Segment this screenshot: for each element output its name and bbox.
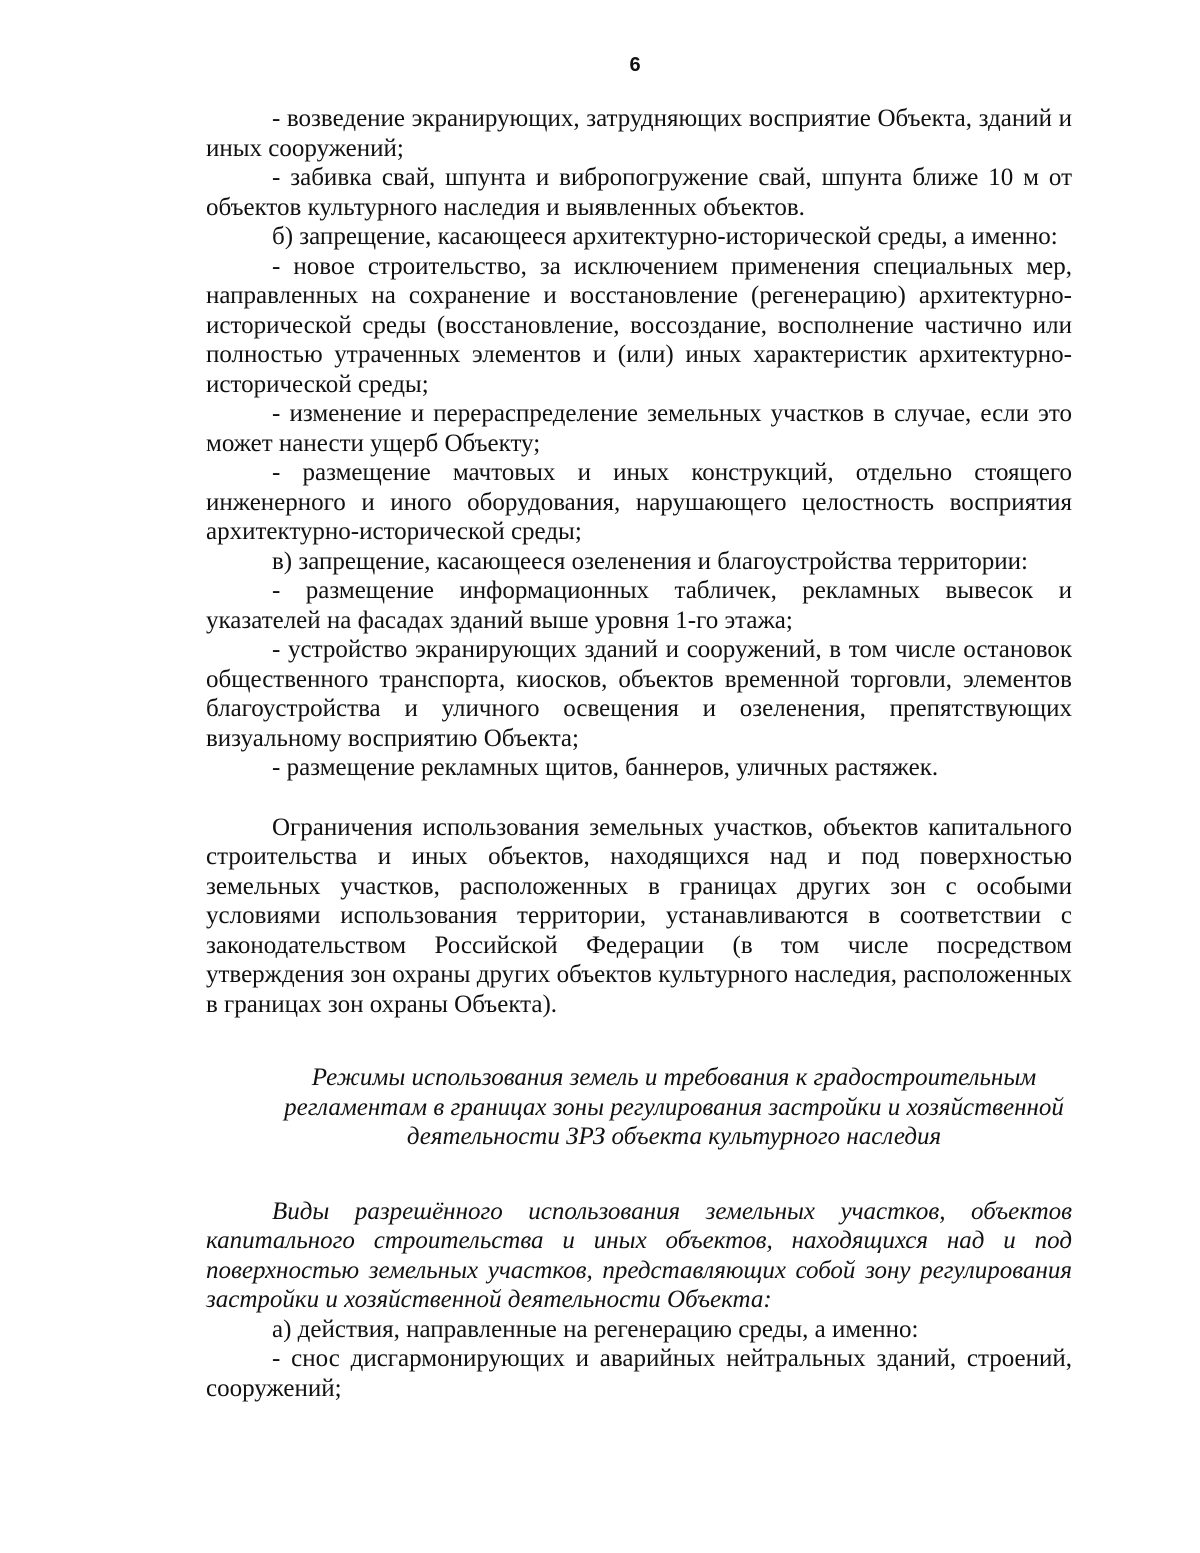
paragraph-permitted-use-types: Виды разрешённого использования земельных участков, объектов капитального строительства и иных объектов, находящихся над и под поверхностью земельных участков, представляющих собой зону регулирования застройки и хозяйственной деятельности Объекта: [206,1197,1072,1313]
paragraph-billboards: - размещение рекламных щитов, баннеров, уличных растяжек. [272,754,939,781]
paragraph-new-construction: - новое строительство, за исключением применения специальных мер, направленных на сохранение и восстановление (регенерацию) архитектурно-исторической среды (восстановление, воссоздание, восполнение частично или полностью утраченных элементов и (или) иных характеристик архитектурно-исторической среды; [206,252,1072,398]
paragraph-land-redistribution: - изменение и перераспределение земельных участков в случае, если это может нанести ущерб Объекту; [206,400,1072,457]
paragraph-screening-buildings: - возведение экранирующих, затрудняющих восприятие Объекта, зданий и иных сооружений; [206,105,1072,162]
paragraph-info-signs: - размещение информационных табличек, рекламных вывесок и указателей на фасадах зданий выше уровня 1-го этажа; [206,577,1072,634]
paragraph-screening-structures: - устройство экранирующих зданий и сооружений, в том числе остановок общественного транспорта, киосков, объектов временной торговли, элементов благоустройства и уличного освещения и озеленения, препятствующих визуальному восприятию Объекта; [206,636,1072,752]
paragraph-mast-structures: - размещение мачтовых и иных конструкций, отдельно стоящего инженерного и иного оборудования, нарушающего целостность восприятия архитектурно-исторической среды; [206,459,1072,545]
paragraph-prohibition-c: в) запрещение, касающееся озеленения и благоустройства территории: [272,547,1028,575]
paragraph-prohibition-b: б) запрещение, касающееся архитектурно-исторической среды, а именно: [272,223,1058,250]
paragraph-restrictions: Ограничения использования земельных участков, объектов капитального строительства и иных объектов, находящихся над и под поверхностью земельных участков, расположенных в границах других зон с особыми условиями использования территории, устанавливаются в соответствии с законодательством Российской Федерации (в том числе посредством утверждения зон охраны других объектов культурного наследия, расположенных в границах зон охраны Объекта). [206,813,1072,1018]
document-body [206,104,1072,1403]
paragraph-demolition: - снос дисгармонирующих и аварийных нейтральных зданий, строений, сооружений; [206,1345,1072,1402]
section-heading: Режимы использования земель и требования к градостроительным регламентам в границах зоны регулирования застройки и хозяйственной деятельности ЗРЗ объекта культурного наследия [284,1064,1064,1150]
paragraph-regeneration-actions: а) действия, направленные на регенерацию среды, а именно: [272,1315,919,1343]
paragraph-pile-driving: - забивка свай, шпунта и вибропогружение свай, шпунта ближе 10 м от объектов культурного наследия и выявленных объектов. [206,164,1072,221]
page-number: 6 [629,54,641,76]
